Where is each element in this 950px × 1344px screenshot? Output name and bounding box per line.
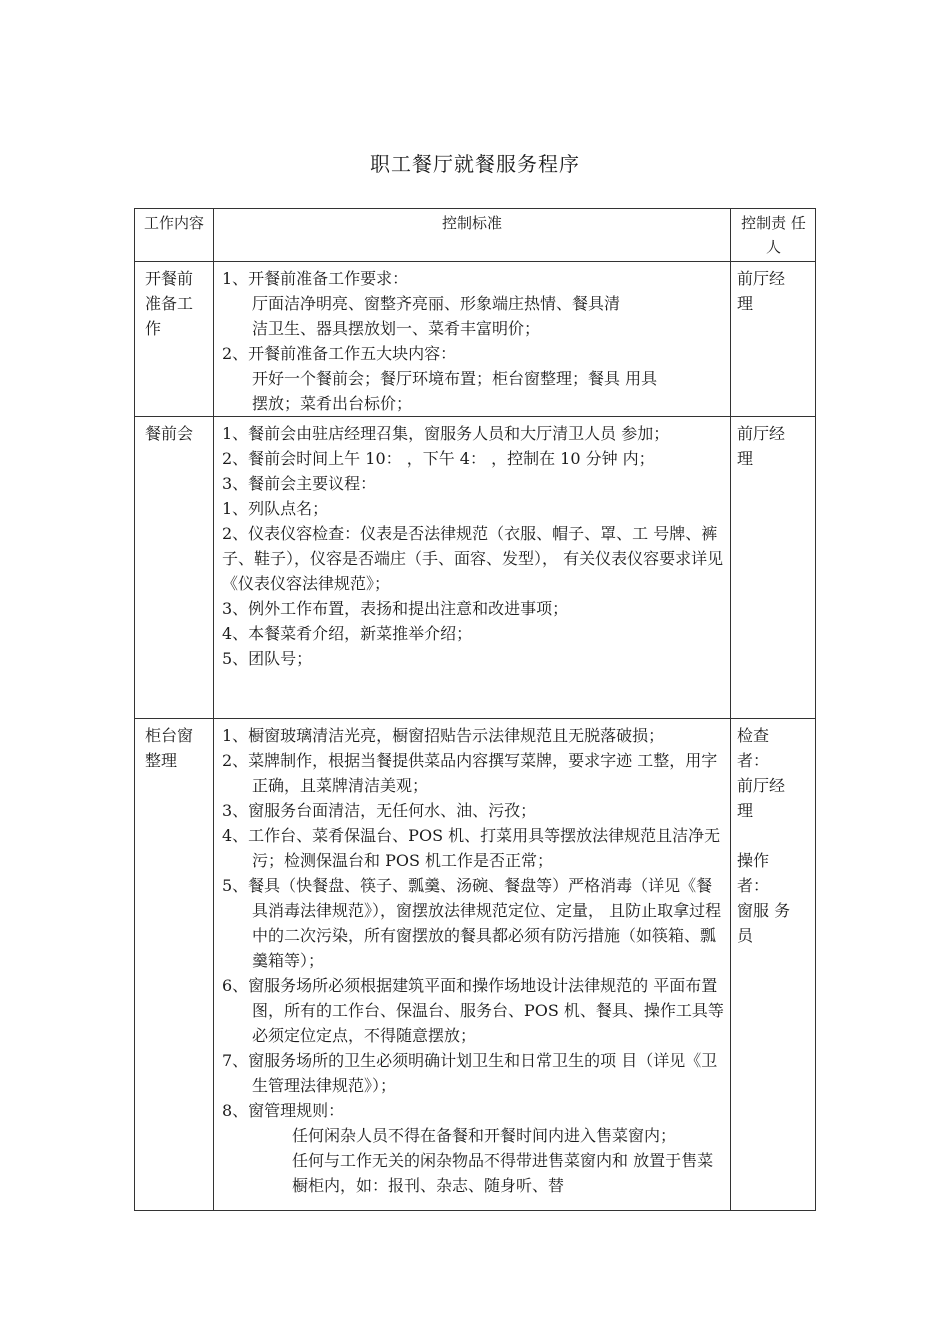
control-standard-cell — [214, 262, 731, 417]
responsible-line: 检查 — [737, 726, 770, 745]
service-procedure-table-frame — [134, 208, 816, 1211]
responsible-person-cell — [731, 262, 817, 417]
standard-line: 1、列队点名； — [222, 499, 329, 518]
standard-line: 5、团队号； — [222, 649, 313, 668]
table-row — [135, 719, 817, 1212]
table-row — [135, 262, 817, 417]
responsible-line: 者： — [737, 751, 770, 770]
standard-line: 5、餐具（快餐盘、筷子、瓢羹、汤碗、餐盘等）严格消毒（详见《餐具消毒法律规范》），窗摆放法律规范定位、定量， 且防止取拿过程中的二次污染，所有窗摆放的餐具都必须有防污措施（如筷箱、瓢羹箱等）； — [222, 876, 722, 970]
standard-line: 1、橱窗玻璃清洁光亮，橱窗招贴告示法律规范且无脱落破损； — [222, 726, 665, 745]
control-standard-cell — [214, 719, 731, 1212]
standard-line: 洁卫生、器具摆放划一、菜肴丰富明价； — [252, 319, 541, 338]
standard-line: 4、工作台、菜肴保温台、POS 机、打菜用具等摆放法律规范且洁净无污；检测保温台和 POS 机工作是否正常； — [222, 826, 721, 870]
work-content-cell: 柜台窗整理 — [135, 719, 214, 1212]
page-title: 职工餐厅就餐服务程序 — [370, 152, 580, 176]
standard-line: 2、仪表仪容检查：仪表是否法律规范（衣服、帽子、罩、工 号牌、裤子、鞋子），仪容是否端庄（手、面容、发型）， 有关仪表仪容要求详见《仪表仪容法律规范》； — [222, 524, 724, 593]
responsible-line: 者： — [737, 876, 770, 895]
standard-line: 4、本餐菜肴介绍，新菜推举介绍； — [222, 624, 473, 643]
responsible-person-cell — [731, 417, 817, 719]
standard-line: 1、餐前会由驻店经理召集，窗服务人员和大厅清卫人员 参加； — [222, 424, 670, 443]
standard-line: 3、餐前会主要议程： — [222, 474, 377, 493]
responsible-line: 理 — [737, 801, 754, 820]
responsible-spacer — [737, 823, 812, 848]
standard-line: 厅面洁净明亮、窗整齐亮丽、形象端庄热情、餐具清 — [252, 294, 621, 313]
responsible-line: 前厅经 — [737, 269, 786, 288]
responsible-line: 窗服 务 — [737, 901, 791, 920]
standard-line: 3、窗服务台面清洁，无任何水、油、污孜； — [222, 801, 537, 820]
responsible-line: 理 — [737, 449, 754, 468]
responsible-line: 前厅经 — [737, 424, 786, 443]
header-control-standard: 控制标准 — [214, 209, 731, 262]
standard-line: 3、例外工作布置，表扬和提出注意和改进事项； — [222, 599, 569, 618]
responsible-line: 前厅经 — [737, 776, 786, 795]
standard-line: 1、开餐前准备工作要求： — [222, 269, 409, 288]
header-work-content: 工作内容 — [135, 209, 214, 262]
standard-line: 任何与工作无关的闲杂物品不得带进售菜窗内和 放置于售菜橱柜内，如：报刊、杂志、随身听、替 — [292, 1151, 714, 1195]
table-row — [135, 417, 817, 719]
standard-line: 2、菜牌制作，根据当餐提供菜品内容撰写菜牌，要求字迹 工整，用字正确，且菜牌清洁美观； — [222, 751, 718, 795]
standard-line: 2、开餐前准备工作五大块内容： — [222, 344, 457, 363]
work-content-cell: 餐前会 — [135, 417, 214, 719]
standard-line: 8、窗管理规则： — [222, 1101, 345, 1120]
control-standard-cell — [214, 417, 731, 719]
table-body — [135, 262, 817, 1212]
standard-line: 2、餐前会时间上午 10： ，下午 4： ，控制在 10 分钟 内； — [222, 449, 655, 468]
responsible-line: 员 — [737, 926, 754, 945]
header-responsible-person: 控制责 任人 — [731, 209, 817, 262]
table-header-row — [135, 209, 817, 262]
service-procedure-table — [134, 208, 816, 1211]
standard-line: 任何闲杂人员不得在备餐和开餐时间内进入售菜窗内； — [292, 1126, 677, 1145]
work-content-cell: 开餐前准备工作 — [135, 262, 214, 417]
standard-line: 摆放；菜肴出台标价； — [252, 394, 413, 413]
standard-line: 7、窗服务场所的卫生必须明确计划卫生和日常卫生的项 目（详见《卫生管理法律规范》）； — [222, 1051, 718, 1095]
responsible-line: 理 — [737, 294, 754, 313]
responsible-line: 操作 — [737, 851, 770, 870]
standard-line: 6、窗服务场所必须根据建筑平面和操作场地设计法律规范的 平面布置图，所有的工作台、保温台、服务台、POS 机、餐具、操作工具等必须定位定点，不得随意摆放； — [222, 976, 724, 1045]
standard-line: 开好一个餐前会；餐厅环境布置；柜台窗整理；餐具 用具 — [252, 369, 658, 388]
responsible-person-cell — [731, 719, 817, 1212]
